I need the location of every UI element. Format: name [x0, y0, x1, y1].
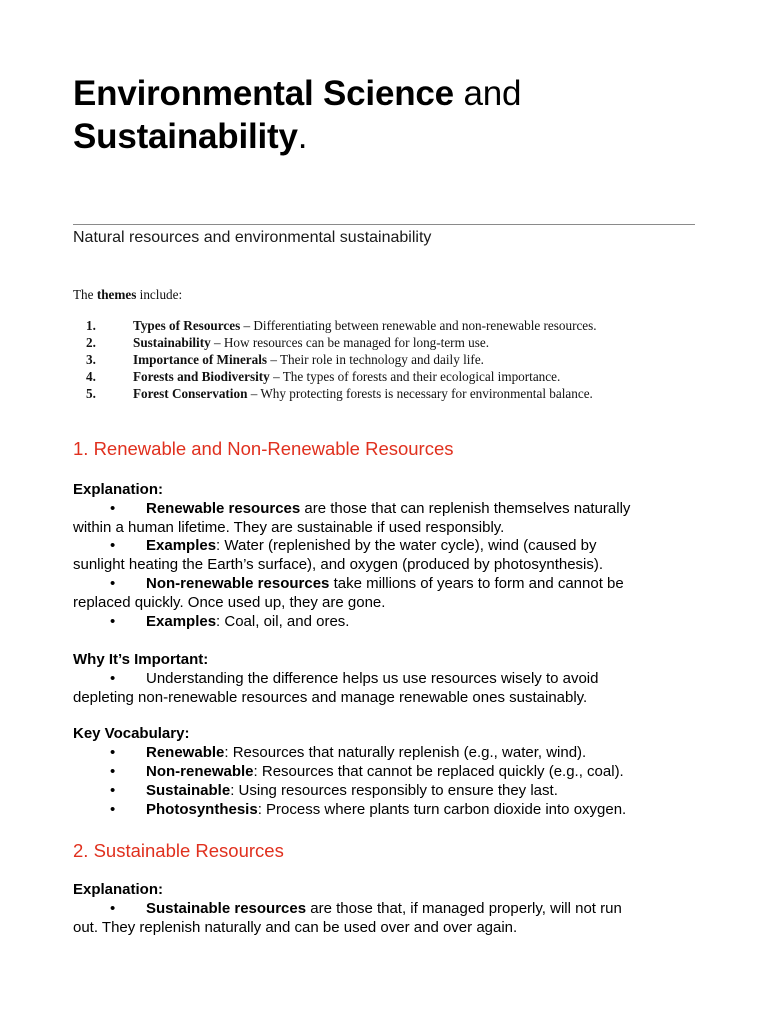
vocab-term: Non-renewable — [146, 762, 254, 780]
bullet-marker: • — [110, 669, 116, 687]
theme-item — [73, 368, 597, 385]
vocab-def: : Process where plants turn carbon dioxide into oxygen. — [257, 800, 627, 818]
theme-desc: – Why protecting forests is necessary for environmental balance. — [247, 386, 593, 401]
theme-item — [73, 317, 597, 334]
vocab-item — [73, 801, 695, 820]
theme-item — [73, 351, 597, 368]
themes-intro — [73, 286, 182, 303]
section1-explanation — [73, 481, 695, 631]
title-divider — [73, 224, 695, 225]
bullet-bold: Sustainable resources — [146, 899, 307, 917]
why-cont: depleting non-renewable resources and manage renewable ones sustainably. — [73, 688, 588, 706]
bullet-paragraph — [73, 900, 695, 938]
bullet-paragraph — [73, 670, 695, 708]
theme-term: Forest Conservation — [133, 386, 248, 401]
bullet-paragraph — [73, 537, 695, 575]
bullet-bold: Non-renewable resources — [146, 574, 330, 592]
theme-term: Importance of Minerals — [133, 352, 268, 367]
section1-vocab — [73, 725, 695, 820]
bullet-marker: • — [110, 800, 116, 818]
bullet-marker: • — [110, 762, 116, 780]
bullet-paragraph — [73, 500, 695, 538]
theme-number: 4. — [86, 369, 96, 384]
section2-heading: 2. Sustainable Resources — [73, 840, 284, 861]
theme-desc: – Their role in technology and daily life. — [267, 352, 484, 367]
vocab-term: Sustainable — [146, 781, 231, 799]
title-bold-1: Environmental Science — [73, 74, 454, 113]
vocab-item — [73, 744, 695, 763]
bullet-text: : Coal, oil, and ores. — [216, 612, 350, 630]
vocab-term: Renewable — [146, 743, 225, 761]
bullet-paragraph — [73, 575, 695, 613]
bullet-text: : Water (replenished by the water cycle), wind (caused by — [216, 537, 597, 555]
document-title — [73, 72, 695, 158]
bullet-paragraph — [73, 613, 695, 632]
theme-number: 3. — [86, 352, 96, 367]
bullet-cont: within a human lifetime. They are sustainable if used responsibly. — [73, 518, 505, 536]
theme-number: 2. — [86, 335, 96, 350]
theme-term: Forests and Biodiversity — [133, 369, 270, 384]
vocab-def: : Resources that naturally replenish (e.g., water, wind). — [224, 743, 587, 761]
section1-why — [73, 651, 695, 707]
bullet-text: take millions of years to form and cannot be — [329, 574, 624, 592]
section1-heading: 1. Renewable and Non-Renewable Resources — [73, 438, 454, 459]
vocab-def: : Resources that cannot be replaced quickly (e.g., coal). — [253, 762, 624, 780]
theme-term: Types of Resources — [133, 318, 241, 333]
why-text: Understanding the difference helps us use resources wisely to avoid — [146, 669, 599, 687]
bullet-marker: • — [110, 574, 116, 592]
title-rest-1: and — [453, 74, 522, 113]
bullet-bold: Examples — [146, 537, 217, 555]
themes-intro-bold: themes — [96, 287, 137, 302]
bullet-marker: • — [110, 537, 116, 555]
theme-item — [73, 385, 597, 402]
title-bold-2: Sustainability — [73, 117, 298, 156]
bullet-marker: • — [110, 781, 116, 799]
section2-explanation — [73, 881, 695, 937]
document-subtitle: Natural resources and environmental sustainability — [73, 229, 432, 246]
vocab-def: : Using resources responsibly to ensure they last. — [230, 781, 558, 799]
explanation-label: Explanation: — [73, 481, 164, 498]
bullet-marker: • — [110, 899, 116, 917]
theme-number: 1. — [86, 318, 96, 333]
bullet-cont: out. They replenish naturally and can be used over and over again. — [73, 918, 518, 936]
theme-desc: – How resources can be managed for long-term use. — [210, 335, 490, 350]
bullet-bold: Renewable resources — [146, 499, 301, 517]
theme-term: Sustainability — [133, 335, 211, 350]
themes-list — [73, 317, 597, 402]
bullet-marker: • — [110, 612, 116, 630]
theme-desc: – Differentiating between renewable and non-renewable resources. — [240, 318, 597, 333]
vocab-item — [73, 782, 695, 801]
bullet-cont: sunlight heating the Earth’s surface), and oxygen (produced by photosynthesis). — [73, 556, 604, 574]
themes-intro-pre: The — [73, 287, 97, 302]
bullet-bold: Examples — [146, 612, 217, 630]
theme-number: 5. — [86, 386, 96, 401]
explanation-label: Explanation: — [73, 881, 164, 898]
theme-item — [73, 334, 597, 351]
themes-intro-post: include: — [136, 287, 183, 302]
bullet-text: are those that can replenish themselves naturally — [300, 499, 631, 517]
why-label: Why It’s Important: — [73, 651, 209, 668]
vocab-item — [73, 763, 695, 782]
bullet-marker: • — [110, 743, 116, 761]
theme-desc: – The types of forests and their ecological importance. — [269, 369, 561, 384]
vocab-term: Photosynthesis — [146, 800, 258, 818]
vocab-label: Key Vocabulary: — [73, 725, 190, 742]
bullet-text: are those that, if managed properly, will not run — [306, 899, 622, 917]
bullet-marker: • — [110, 499, 116, 517]
title-rest-2: . — [297, 117, 308, 156]
bullet-cont: replaced quickly. Once used up, they are gone. — [73, 593, 386, 611]
